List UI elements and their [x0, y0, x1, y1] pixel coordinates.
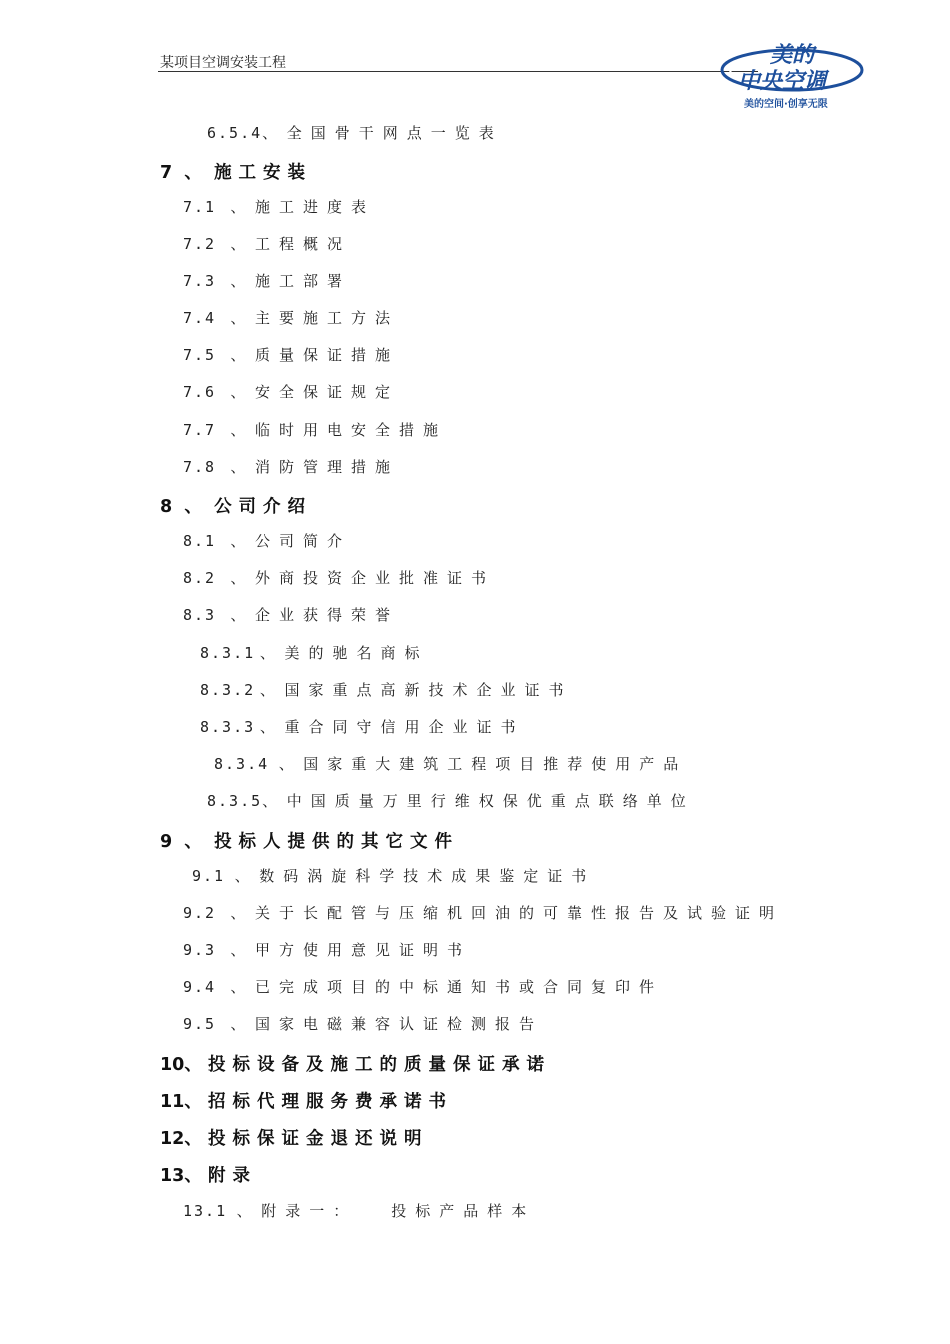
toc-separator: 、	[184, 1166, 202, 1186]
toc-text: 公司介绍	[214, 497, 313, 517]
toc-separator: 、	[225, 198, 246, 216]
toc-number: 7.1	[183, 198, 217, 216]
toc-text: 重合同守信用企业证书	[284, 718, 525, 736]
toc-separator: 、	[178, 163, 202, 183]
toc-item-8-3-3	[200, 716, 525, 737]
toc-text: 国家重大建筑工程项目推荐使用产品	[303, 755, 688, 773]
toc-section-13	[160, 1162, 257, 1187]
toc-item-9-4	[183, 976, 663, 997]
toc-item-8-3-2	[200, 679, 573, 700]
toc-separator: 、	[262, 792, 278, 810]
toc-number: 7.7	[183, 421, 217, 439]
toc-item-7-8	[183, 456, 399, 477]
toc-number: 7.4	[183, 309, 217, 327]
toc-separator: 、	[225, 458, 246, 476]
toc-number: 9	[160, 832, 173, 852]
toc-item-7-4	[183, 307, 399, 328]
toc-item-8-3-5	[207, 790, 695, 811]
toc-separator: 、	[225, 978, 246, 996]
toc-number: 7.8	[183, 458, 217, 476]
toc-text: 消防管理措施	[254, 458, 399, 476]
toc-number: 12	[160, 1129, 185, 1149]
toc-number: 8.3.4	[214, 755, 270, 773]
svg-text:美的: 美的	[770, 43, 815, 68]
toc-number: 8.3	[183, 606, 217, 624]
toc-separator: 、	[229, 867, 250, 885]
toc-item-7-2	[183, 233, 351, 254]
toc-number: 9.2	[183, 904, 217, 922]
toc-number: 8.3.5	[207, 792, 263, 810]
toc-number: 8	[160, 497, 173, 517]
svg-text:美的空间·创享无限: 美的空间·创享无限	[744, 99, 828, 110]
toc-text: 公司简介	[254, 532, 351, 550]
toc-section-8	[160, 493, 312, 518]
toc-item-7-1	[183, 196, 375, 217]
toc-text: 国家电磁兼容认证检测报告	[254, 1015, 543, 1033]
toc-item-6-5-4	[207, 122, 503, 143]
toc-text-secondary: 投标产品样本	[391, 1202, 536, 1220]
toc-text: 投标保证金退还说明	[207, 1129, 429, 1149]
toc-text: 已完成项目的中标通知书或合同复印件	[254, 978, 663, 996]
toc-text: 工程概况	[254, 235, 351, 253]
toc-section-11	[160, 1088, 453, 1113]
toc-number: 10	[160, 1055, 185, 1075]
toc-separator: 、	[225, 383, 246, 401]
toc-number: 9.1	[192, 867, 226, 885]
toc-number: 8.3.2	[200, 681, 256, 699]
toc-text: 投标人提供的其它文件	[214, 832, 460, 852]
toc-separator: 、	[225, 309, 246, 327]
toc-number: 8.2	[183, 569, 217, 587]
toc-text: 附录一：	[261, 1202, 358, 1220]
toc-text: 美的驰名商标	[284, 644, 429, 662]
toc-section-12	[160, 1125, 428, 1150]
toc-separator: 、	[225, 569, 246, 587]
toc-item-8-2	[183, 567, 495, 588]
toc-number: 8.3.3	[200, 718, 256, 736]
toc-number: 9.3	[183, 941, 217, 959]
toc-section-10	[160, 1051, 551, 1076]
toc-number: 7.6	[183, 383, 217, 401]
toc-separator: 、	[255, 681, 275, 699]
toc-separator: 、	[184, 1092, 202, 1112]
toc-number: 7.3	[183, 272, 217, 290]
toc-text: 全国骨干网点一览表	[286, 124, 503, 142]
toc-text: 施工安装	[214, 163, 313, 183]
toc-number: 6.5.4	[207, 124, 263, 142]
toc-section-9	[160, 828, 459, 853]
toc-number: 8.3.1	[200, 644, 256, 662]
toc-item-7-6	[183, 381, 399, 402]
toc-item-7-7	[183, 419, 447, 440]
toc-separator: 、	[231, 1202, 252, 1220]
toc-separator: 、	[225, 1015, 246, 1033]
toc-separator: 、	[225, 606, 246, 624]
toc-separator: 、	[225, 532, 246, 550]
toc-item-9-2	[183, 902, 783, 923]
toc-text: 主要施工方法	[254, 309, 399, 327]
toc-text: 临时用电安全措施	[254, 421, 447, 439]
toc-text: 安全保证规定	[254, 383, 399, 401]
toc-text: 招标代理服务费承诺书	[207, 1092, 453, 1112]
toc-item-7-3	[183, 270, 351, 291]
toc-text: 数码涡旋科学技术成果鉴定证书	[259, 867, 596, 885]
toc-separator: 、	[184, 1055, 202, 1075]
toc-separator: 、	[273, 755, 294, 773]
toc-separator: 、	[225, 941, 246, 959]
toc-separator: 、	[184, 1129, 202, 1149]
toc-number: 13.1	[183, 1202, 228, 1220]
toc-text: 甲方使用意见证明书	[254, 941, 471, 959]
toc-separator: 、	[225, 421, 246, 439]
toc-text: 中国质量万里行维权保优重点联络单位	[286, 792, 695, 810]
toc-separator: 、	[225, 235, 246, 253]
toc-separator: 、	[178, 832, 202, 852]
toc-number: 7	[160, 163, 173, 183]
svg-text:中央空调: 中央空调	[738, 69, 827, 94]
toc-item-8-3-4	[214, 753, 687, 774]
toc-number: 8.1	[183, 532, 217, 550]
toc-item-7-5	[183, 344, 399, 365]
toc-number: 7.2	[183, 235, 217, 253]
toc-item-13-1	[183, 1200, 535, 1221]
toc-number: 11	[160, 1092, 185, 1112]
toc-text: 关于长配管与压缩机回油的可靠性报告及试验证明	[254, 904, 783, 922]
toc-separator: 、	[225, 904, 246, 922]
toc-item-8-1	[183, 530, 351, 551]
toc-text: 附录	[207, 1166, 257, 1186]
toc-separator: 、	[255, 644, 275, 662]
toc-item-9-1	[192, 865, 595, 886]
toc-item-8-3	[183, 604, 399, 625]
toc-text: 投标设备及施工的质量保证承诺	[207, 1055, 551, 1075]
toc-item-8-3-1	[200, 642, 429, 663]
toc-number: 13	[160, 1166, 185, 1186]
toc-text: 质量保证措施	[254, 346, 399, 364]
toc-item-9-5	[183, 1013, 543, 1034]
toc-text: 施工进度表	[254, 198, 375, 216]
toc-number: 9.4	[183, 978, 217, 996]
toc-text: 企业获得荣誉	[254, 606, 399, 624]
toc-number: 9.5	[183, 1015, 217, 1033]
toc-text: 施工部署	[254, 272, 351, 290]
toc-item-9-3	[183, 939, 471, 960]
toc-separator: 、	[255, 718, 275, 736]
toc-text: 外商投资企业批准证书	[254, 569, 495, 587]
toc-section-7	[160, 159, 312, 184]
toc-number: 7.5	[183, 346, 217, 364]
toc-separator: 、	[262, 124, 278, 142]
toc-separator: 、	[178, 497, 202, 517]
toc-text: 国家重点高新技术企业证书	[284, 681, 573, 699]
toc-separator: 、	[225, 346, 246, 364]
document-header-title: 某项目空调安装工程	[160, 55, 286, 71]
toc-separator: 、	[225, 272, 246, 290]
